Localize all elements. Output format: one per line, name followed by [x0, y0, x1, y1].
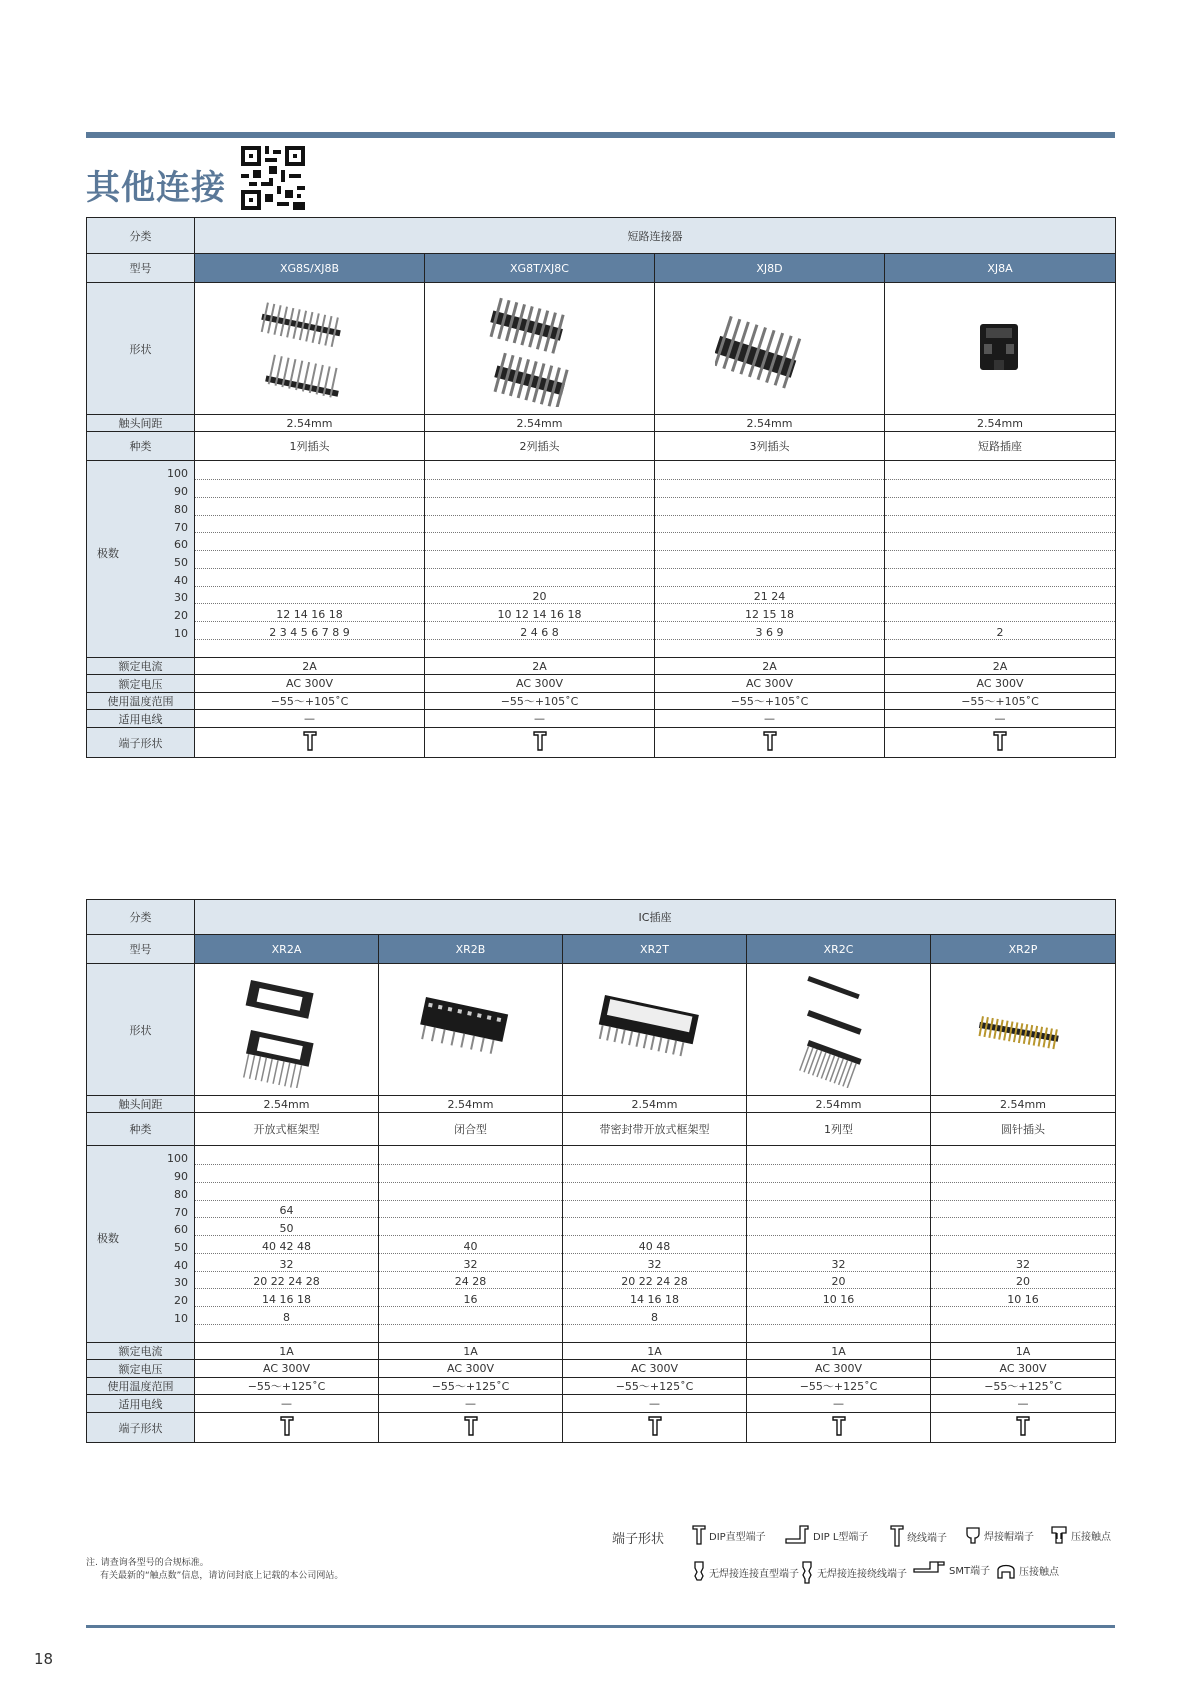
row-label-temp: 使用温度范围: [87, 693, 195, 710]
poles-axis-tick: 20: [174, 609, 188, 623]
poles-axis-tick: 10: [174, 626, 188, 640]
dip-straight-terminal-icon: [425, 728, 655, 758]
legend-item: [965, 1524, 1034, 1546]
poles-gridline: [195, 532, 424, 533]
poles-gridline: [885, 515, 1115, 516]
model-cell: XJ8D: [655, 254, 885, 283]
poles-gridline: [563, 1324, 746, 1325]
wire-cell: —: [195, 1395, 379, 1413]
poles-gridline: [379, 1306, 562, 1307]
type-cell: 带密封带开放式框架型: [563, 1113, 747, 1146]
dip-straight-terminal-icon: [692, 1524, 706, 1546]
legend-item: [784, 1524, 868, 1546]
wire-cell: —: [931, 1395, 1116, 1413]
poles-gridline: [747, 1200, 930, 1201]
row-label-model: 型号: [87, 935, 195, 964]
pitch-cell: 2.54mm: [379, 1096, 563, 1113]
poles-gridline: [379, 1271, 562, 1272]
temp-cell: −55～+105˚C: [195, 693, 425, 710]
poles-value: 32: [831, 1257, 846, 1271]
row-label-voltage: 额定电压: [87, 675, 195, 693]
dip-straight-terminal-icon: [195, 728, 425, 758]
poles-gridline: [655, 639, 884, 640]
poles-value: 12 15 18: [745, 608, 794, 622]
poles-value: 20: [532, 590, 547, 604]
poles-value: 10 16: [1007, 1293, 1039, 1307]
current-cell: 1A: [931, 1343, 1116, 1360]
temp-cell: −55～+125˚C: [747, 1378, 931, 1395]
current-cell: 2A: [195, 658, 425, 675]
poles-axis-tick: 40: [174, 573, 188, 587]
current-cell: 1A: [195, 1343, 379, 1360]
poles-axis-tick: 60: [174, 1223, 188, 1237]
poles-axis-tick: 50: [174, 556, 188, 569]
poles-gridline: [195, 1288, 378, 1289]
poles-gridline: [195, 497, 424, 498]
poles-gridline: [379, 1182, 562, 1183]
poles-gridline: [195, 1200, 378, 1201]
pitch-cell: 2.54mm: [195, 1096, 379, 1113]
voltage-cell: AC 300V: [655, 675, 885, 693]
row-label-category: 分类: [87, 218, 195, 254]
product-image-xg8t: [425, 283, 655, 415]
temp-cell: −55～+105˚C: [885, 693, 1116, 710]
poles-gridline: [655, 532, 884, 533]
poles-gridline: [563, 1235, 746, 1236]
wire-cell: —: [885, 710, 1116, 728]
poles-gridline: [379, 1253, 562, 1254]
legend-item: [996, 1560, 1059, 1580]
poles-axis-tick: 100: [167, 1152, 188, 1166]
poles-gridline: [563, 1288, 746, 1289]
poles-axis-tick: 60: [174, 538, 188, 552]
poles-gridline: [195, 1271, 378, 1272]
poles-gridline: [931, 1306, 1115, 1307]
model-cell: XJ8A: [885, 254, 1116, 283]
poles-gridline: [885, 586, 1115, 587]
poles-value: 32: [279, 1257, 294, 1271]
poles-gridline: [747, 1235, 930, 1236]
product-image-xr2b: [379, 964, 563, 1096]
model-cell: XR2A: [195, 935, 379, 964]
footnote: [86, 1557, 343, 1583]
poles-gridline: [885, 568, 1115, 569]
poles-gridline: [747, 1182, 930, 1183]
bottom-rule: [86, 1625, 1115, 1628]
poles-axis-tick: 100: [167, 467, 188, 481]
temp-cell: −55～+125˚C: [195, 1378, 379, 1395]
row-label-voltage: 额定电压: [87, 1360, 195, 1378]
poles-gridline: [195, 1217, 378, 1218]
legend-title: 端子形状: [612, 1532, 665, 1547]
poles-value: 32: [1016, 1257, 1031, 1271]
poles-gridline: [379, 1324, 562, 1325]
poles-gridline: [931, 1164, 1115, 1165]
legend-label: DIP L型端子: [813, 1531, 869, 1543]
poles-gridline: [425, 479, 654, 480]
poles-value: 20 22 24 28: [621, 1275, 688, 1289]
poles-gridline: [747, 1288, 930, 1289]
model-cell: XG8T/XJ8C: [425, 254, 655, 283]
smt-terminal-icon: [912, 1560, 946, 1578]
dip-l-terminal-icon: [784, 1524, 810, 1546]
poles-value: 64: [279, 1204, 294, 1218]
poles-gridline: [425, 550, 654, 551]
poles-gridline: [379, 1164, 562, 1165]
wire-cell: —: [425, 710, 655, 728]
poles-gridline: [655, 621, 884, 622]
poles-value: 32: [647, 1257, 662, 1271]
model-cell: XR2P: [931, 935, 1116, 964]
poles-gridline: [195, 1324, 378, 1325]
poles-gridline: [425, 497, 654, 498]
dip-straight-terminal-icon: [563, 1413, 747, 1443]
pitch-cell: 2.54mm: [425, 415, 655, 432]
poles-gridline: [195, 1253, 378, 1254]
dip-straight-terminal-icon: [885, 728, 1116, 758]
poles-gridline: [747, 1271, 930, 1272]
poles-gridline: [425, 515, 654, 516]
poles-value: 14 16 18: [630, 1293, 679, 1307]
poles-gridline: [655, 515, 884, 516]
row-label-pitch: 触头间距: [87, 415, 195, 432]
type-cell: 圆针插头: [931, 1113, 1116, 1146]
poles-gridline: [931, 1324, 1115, 1325]
poles-value: 2: [996, 625, 1004, 639]
wire-wrap-terminal-icon: [890, 1524, 904, 1548]
crimp-contact-alt-icon: [996, 1560, 1016, 1580]
type-cell: 短路插座: [885, 432, 1116, 461]
legend-label: 绕线端子: [907, 1532, 947, 1544]
poles-value: 20 22 24 28: [253, 1275, 320, 1289]
poles-gridline: [931, 1217, 1115, 1218]
temp-cell: −55～+125˚C: [931, 1378, 1116, 1395]
model-cell: XR2C: [747, 935, 931, 964]
poles-axis-tick: 80: [174, 1187, 188, 1201]
row-label-shape: 形状: [87, 283, 195, 415]
poles-value: 21 24: [753, 590, 786, 604]
current-cell: 1A: [379, 1343, 563, 1360]
poles-gridline: [195, 550, 424, 551]
dip-straight-terminal-icon: [747, 1413, 931, 1443]
legend-item: [692, 1524, 766, 1546]
poles-gridline: [747, 1217, 930, 1218]
poles-gridline: [747, 1324, 930, 1325]
type-cell: 3列插头: [655, 432, 885, 461]
poles-axis-tick: 90: [174, 1170, 188, 1184]
row-label-type: 种类: [87, 1113, 195, 1146]
poles-value: 8: [651, 1310, 658, 1324]
pitch-cell: 2.54mm: [655, 415, 885, 432]
row-label-shape: 形状: [87, 964, 195, 1096]
poles-gridline: [379, 1288, 562, 1289]
row-label-poles: 极数: [97, 1232, 119, 1245]
temp-cell: −55～+125˚C: [379, 1378, 563, 1395]
short-connector-table: [86, 217, 1116, 758]
poles-gridline: [747, 1306, 930, 1307]
solderless-straight-terminal-icon: [692, 1560, 706, 1584]
poles-value: 2 4 6 8: [520, 625, 559, 639]
legend-item: [800, 1560, 907, 1584]
qr-code-icon: [241, 146, 305, 210]
current-cell: 2A: [885, 658, 1116, 675]
poles-cell: [655, 461, 885, 658]
type-cell: 1列型: [747, 1113, 931, 1146]
wire-cell: —: [195, 710, 425, 728]
voltage-cell: AC 300V: [195, 675, 425, 693]
poles-gridline: [655, 586, 884, 587]
poles-gridline: [563, 1164, 746, 1165]
pitch-cell: 2.54mm: [747, 1096, 931, 1113]
poles-value: 20: [831, 1275, 846, 1289]
poles-axis-tick: 90: [174, 485, 188, 499]
model-cell: XG8S/XJ8B: [195, 254, 425, 283]
type-cell: 闭合型: [379, 1113, 563, 1146]
poles-gridline: [195, 621, 424, 622]
poles-gridline: [931, 1253, 1115, 1254]
voltage-cell: AC 300V: [425, 675, 655, 693]
poles-gridline: [425, 532, 654, 533]
poles-gridline: [931, 1271, 1115, 1272]
poles-gridline: [931, 1288, 1115, 1289]
legend-item: [1050, 1524, 1111, 1546]
wire-cell: —: [379, 1395, 563, 1413]
poles-value: 10 16: [822, 1293, 855, 1307]
poles-gridline: [885, 532, 1115, 533]
product-image-xj8a: [885, 283, 1116, 415]
poles-gridline: [379, 1235, 562, 1236]
current-cell: 1A: [747, 1343, 931, 1360]
poles-cell: [425, 461, 655, 658]
product-image-xr2a: [195, 964, 379, 1096]
wire-cell: —: [563, 1395, 747, 1413]
poles-value: 14 16 18: [262, 1293, 311, 1307]
poles-axis-tick: 40: [174, 1258, 188, 1272]
poles-value: 40 48: [638, 1239, 671, 1253]
row-label-terminal: 端子形状: [87, 1413, 195, 1443]
poles-axis-tick: 50: [174, 1241, 188, 1254]
poles-cell: [885, 461, 1116, 658]
dip-straight-terminal-icon: [931, 1413, 1116, 1443]
footnote-line: 注. 请查询各型号的合规标准。: [86, 1558, 209, 1568]
voltage-cell: AC 300V: [195, 1360, 379, 1378]
row-label-current: 额定电流: [87, 658, 195, 675]
solderless-wire-wrap-terminal-icon: [800, 1560, 814, 1584]
poles-axis-tick: 10: [174, 1311, 188, 1325]
poles-gridline: [195, 568, 424, 569]
poles-gridline: [379, 1200, 562, 1201]
poles-gridline: [195, 1235, 378, 1236]
poles-gridline: [425, 639, 654, 640]
poles-gridline: [931, 1235, 1115, 1236]
pitch-cell: 2.54mm: [563, 1096, 747, 1113]
poles-cell: [379, 1146, 563, 1343]
wire-cell: —: [747, 1395, 931, 1413]
product-image-xr2c: [747, 964, 931, 1096]
poles-value: 40 42 48: [262, 1239, 311, 1253]
poles-axis-tick: 70: [174, 520, 188, 534]
crimp-contact-icon: [1050, 1524, 1068, 1546]
page-number: 18: [34, 1650, 54, 1668]
poles-gridline: [563, 1253, 746, 1254]
poles-gridline: [563, 1271, 746, 1272]
pitch-cell: 2.54mm: [885, 415, 1116, 432]
poles-gridline: [885, 639, 1115, 640]
poles-axis-tick: 30: [174, 1276, 188, 1290]
dip-straight-terminal-icon: [655, 728, 885, 758]
voltage-cell: AC 300V: [747, 1360, 931, 1378]
poles-cell: [931, 1146, 1116, 1343]
poles-gridline: [931, 1200, 1115, 1201]
poles-gridline: [195, 1306, 378, 1307]
product-image-xr2p: [931, 964, 1116, 1096]
poles-cell: [195, 461, 425, 658]
poles-axis-tick: 70: [174, 1205, 188, 1219]
wire-cell: —: [655, 710, 885, 728]
poles-gridline: [655, 479, 884, 480]
poles-gridline: [655, 497, 884, 498]
poles-gridline: [885, 497, 1115, 498]
pitch-cell: 2.54mm: [931, 1096, 1116, 1113]
poles-gridline: [655, 603, 884, 604]
poles-cell: [563, 1146, 747, 1343]
row-label-poles: 极数: [97, 547, 119, 560]
type-cell: 2列插头: [425, 432, 655, 461]
poles-axis-cell: [87, 461, 195, 658]
poles-value: 3 6 9: [755, 625, 784, 639]
type-cell: 开放式框架型: [195, 1113, 379, 1146]
poles-gridline: [379, 1217, 562, 1218]
row-label-terminal: 端子形状: [87, 728, 195, 758]
row-label-current: 额定电流: [87, 1343, 195, 1360]
current-cell: 1A: [563, 1343, 747, 1360]
legend-label: 压接触点: [1071, 1531, 1111, 1543]
poles-value: 32: [463, 1257, 478, 1271]
poles-value: 50: [279, 1222, 294, 1236]
poles-cell: [747, 1146, 931, 1343]
row-label-wire: 适用电线: [87, 1395, 195, 1413]
poles-gridline: [563, 1217, 746, 1218]
poles-gridline: [563, 1200, 746, 1201]
poles-value: 2 3 4 5 6 7 8 9: [269, 625, 350, 639]
category-cell: 短路连接器: [195, 218, 1116, 254]
type-cell: 1列插头: [195, 432, 425, 461]
product-image-xg8s: [195, 283, 425, 415]
poles-axis-tick: 20: [174, 1294, 188, 1308]
row-label-wire: 适用电线: [87, 710, 195, 728]
poles-value: 40: [463, 1239, 478, 1253]
poles-axis-cell: [87, 1146, 195, 1343]
voltage-cell: AC 300V: [885, 675, 1116, 693]
poles-value: 20: [1016, 1275, 1031, 1289]
row-label-pitch: 触头间距: [87, 1096, 195, 1113]
poles-gridline: [195, 515, 424, 516]
poles-value: 12 14 16 18: [276, 608, 343, 622]
poles-axis-tick: 80: [174, 502, 188, 516]
poles-value: 24 28: [454, 1275, 487, 1289]
poles-gridline: [425, 568, 654, 569]
poles-axis-tick: 30: [174, 591, 188, 605]
poles-gridline: [655, 568, 884, 569]
product-image-xr2t: [563, 964, 747, 1096]
poles-value: 16: [463, 1293, 478, 1307]
legend-item: [890, 1524, 947, 1548]
poles-gridline: [747, 1253, 930, 1254]
row-label-temp: 使用温度范围: [87, 1378, 195, 1395]
row-label-model: 型号: [87, 254, 195, 283]
poles-gridline: [885, 479, 1115, 480]
poles-gridline: [195, 1182, 378, 1183]
legend-label: DIP直型端子: [709, 1531, 766, 1543]
footnote-line: 有关最新的“触点数”信息，请访问封底上记载的本公司网站。: [100, 1571, 344, 1581]
poles-gridline: [885, 550, 1115, 551]
poles-gridline: [195, 479, 424, 480]
voltage-cell: AC 300V: [563, 1360, 747, 1378]
row-label-type: 种类: [87, 432, 195, 461]
dip-straight-terminal-icon: [379, 1413, 563, 1443]
poles-gridline: [563, 1306, 746, 1307]
category-cell: IC插座: [195, 900, 1116, 935]
poles-gridline: [425, 586, 654, 587]
poles-gridline: [931, 1182, 1115, 1183]
poles-gridline: [195, 586, 424, 587]
temp-cell: −55～+105˚C: [425, 693, 655, 710]
voltage-cell: AC 300V: [931, 1360, 1116, 1378]
poles-value: 10 12 14 16 18: [497, 608, 582, 622]
legend-label: 无焊接连接绕线端子: [817, 1568, 907, 1580]
current-cell: 2A: [425, 658, 655, 675]
temp-cell: −55～+105˚C: [655, 693, 885, 710]
poles-gridline: [885, 603, 1115, 604]
poles-gridline: [195, 639, 424, 640]
legend-label: 压接触点: [1019, 1566, 1059, 1578]
model-cell: XR2T: [563, 935, 747, 964]
temp-cell: −55～+125˚C: [563, 1378, 747, 1395]
poles-gridline: [195, 1164, 378, 1165]
row-label-category: 分类: [87, 900, 195, 935]
poles-gridline: [195, 603, 424, 604]
legend-item: [912, 1560, 990, 1578]
legend-label: 无焊接连接直型端子: [709, 1568, 799, 1580]
page-title: 其他连接: [86, 168, 226, 208]
solder-cup-terminal-icon: [965, 1524, 981, 1546]
ic-socket-table: [86, 899, 1116, 1443]
dip-straight-terminal-icon: [195, 1413, 379, 1443]
poles-gridline: [563, 1182, 746, 1183]
legend-label: SMT端子: [949, 1565, 991, 1577]
legend-label: 焊接帽端子: [984, 1531, 1034, 1543]
poles-cell: [195, 1146, 379, 1343]
poles-gridline: [425, 603, 654, 604]
legend-item: [692, 1560, 799, 1584]
poles-gridline: [425, 621, 654, 622]
model-cell: XR2B: [379, 935, 563, 964]
poles-gridline: [747, 1164, 930, 1165]
voltage-cell: AC 300V: [379, 1360, 563, 1378]
pitch-cell: 2.54mm: [195, 415, 425, 432]
poles-value: 8: [283, 1310, 290, 1324]
poles-gridline: [885, 621, 1115, 622]
top-rule: [86, 132, 1115, 138]
current-cell: 2A: [655, 658, 885, 675]
product-image-xj8d: [655, 283, 885, 415]
poles-gridline: [655, 550, 884, 551]
